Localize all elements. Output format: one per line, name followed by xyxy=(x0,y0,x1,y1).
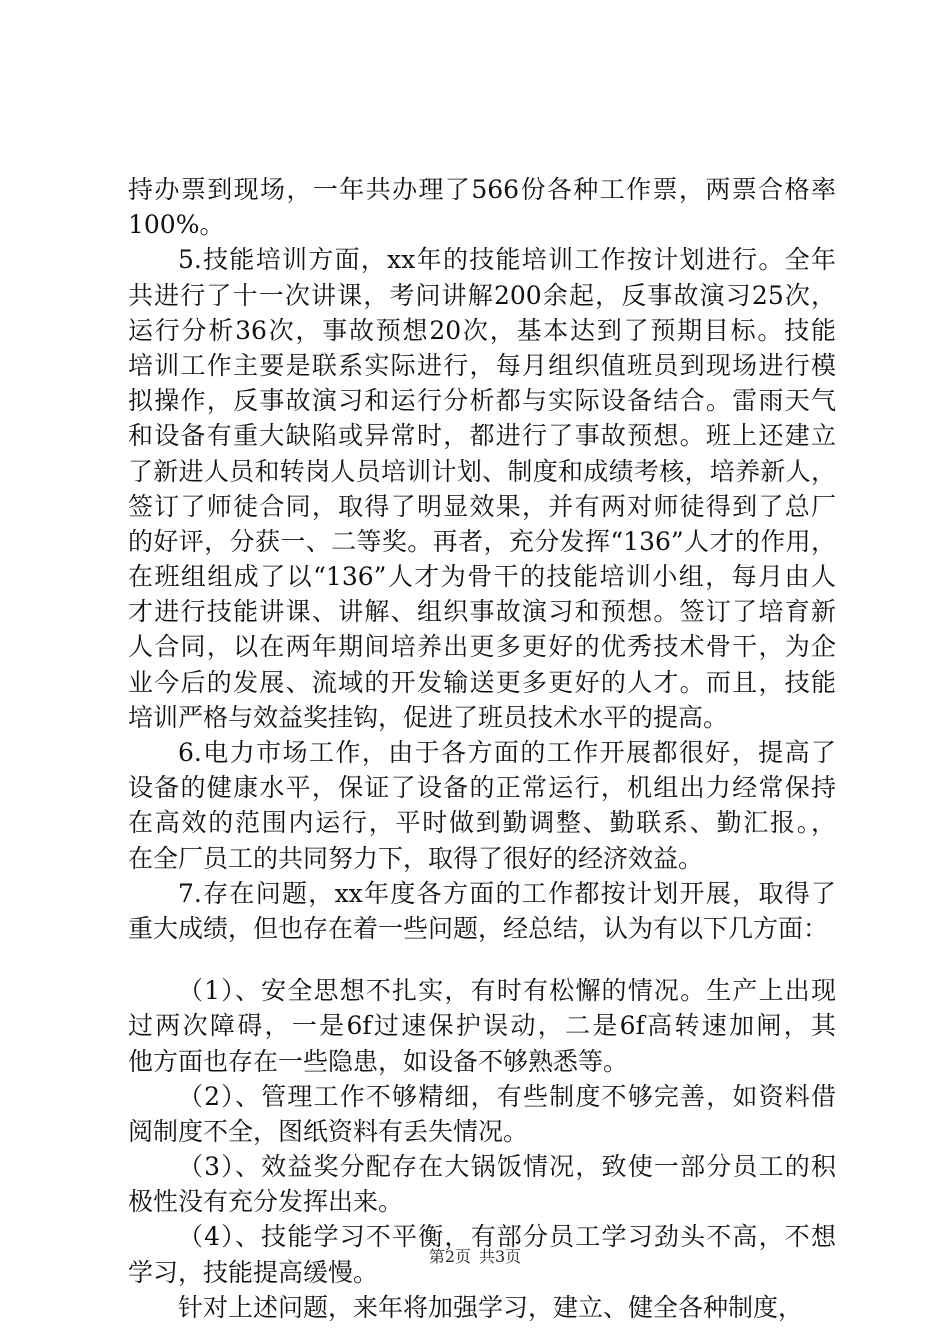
text-line: 业今后的发展、流域的开发输送更多更好的人才。而且，技能 xyxy=(128,667,836,697)
text-line: （3）、效益奖分配存在大锅饭情况，致使一部分员工的积 xyxy=(178,1152,836,1182)
text-line: 拟操作，反事故演习和运行分析都与实际设备结合。雷雨天气 xyxy=(128,386,836,416)
paragraph xyxy=(128,1290,836,1325)
text-line: 针对上述问题，来年将加强学习，建立、健全各种制度， xyxy=(178,1292,804,1322)
paragraph xyxy=(128,242,836,735)
text-line: 了新进人员和转岗人员培训计划、制度和成绩考核，培养新人， xyxy=(128,456,836,486)
text-line: 6.电力市场工作，由于各方面的工作开展都很好，提高了 xyxy=(178,738,836,767)
text-line: （4）、技能学习不平衡，有部分员工学习劲头不高，不想 xyxy=(178,1222,836,1252)
text-line: 签订了师徒合同，取得了明显效果，并有两对师徒得到了总厂 xyxy=(128,491,836,521)
text-line: （1）、安全思想不扎实，有时有松懈的情况。生产上出现 xyxy=(178,976,836,1006)
text-line: 培训工作主要是联系实际进行，每月组织值班员到现场进行模 xyxy=(128,350,836,380)
text-line: 阅制度不全，图纸资料有丢失情况。 xyxy=(128,1116,529,1146)
text-line: 和设备有重大缺陷或异常时，都进行了事故预想。班上还建立 xyxy=(128,421,836,451)
text-line: 共进行了十一次讲课，考问讲解200余起，反事故演习25次， xyxy=(128,280,836,310)
paragraph xyxy=(128,172,836,242)
paragraph xyxy=(128,735,836,876)
text-line: 5.技能培训方面，xx年的技能培训工作按计划进行。全年 xyxy=(178,245,836,275)
text-line: 培训严格与效益奖挂钩，促进了班员技术水平的提高。 xyxy=(128,702,729,732)
text-line: 设备的健康水平，保证了设备的正常运行，机组出力经常保持 xyxy=(128,773,836,803)
text-line: 在全厂员工的共同努力下，取得了很好的经济效益。 xyxy=(128,843,704,873)
page-total: 共3页 xyxy=(479,1247,522,1266)
text-line: 7.存在问题，xx年度各方面的工作都按计划开展，取得了 xyxy=(178,878,836,908)
text-line: 才进行技能讲课、讲解、组织事故演习和预想。签订了培育新 xyxy=(128,597,836,627)
paragraph xyxy=(128,1149,836,1219)
text-line: 运行分析36次，事故预想20次，基本达到了预期目标。技能 xyxy=(128,315,836,345)
paragraph xyxy=(128,1079,836,1149)
document-body xyxy=(128,172,836,1325)
paragraph xyxy=(128,973,836,1079)
text-line: 100%。 xyxy=(128,210,225,240)
text-line: 人合同，以在两年期间培养出更多更好的优秀技术骨干，为企 xyxy=(128,632,836,662)
text-line: 学习，技能提高缓慢。 xyxy=(128,1257,379,1287)
text-line: 极性没有充分发挥出来。 xyxy=(128,1187,404,1217)
page-number: 第2页 xyxy=(428,1247,471,1266)
text-line: 持办票到现场，一年共办理了566份各种工作票，两票合格率 xyxy=(128,175,836,204)
text-line: 的好评，分获一、二等奖。再者，充分发挥“136”人才的作用， xyxy=(128,526,836,556)
text-line: 他方面也存在一些隐患，如设备不够熟悉等。 xyxy=(128,1046,629,1076)
page-footer xyxy=(0,1244,950,1267)
paragraph xyxy=(128,876,836,946)
text-line: 重大成绩，但也存在着一些问题，经总结，认为有以下几方面： xyxy=(128,913,829,943)
text-line: 过两次障碍，一是6f过速保护误动，二是6f高转速加闸，其 xyxy=(128,1011,836,1041)
text-line: 在高效的范围内运行，平时做到勤调整、勤联系、勤汇报。， xyxy=(128,808,836,838)
text-line: 在班组组成了以“136”人才为骨干的技能培训小组，每月由人 xyxy=(128,562,836,592)
paragraph-gap xyxy=(128,946,836,973)
text-line: （2）、管理工作不够精细，有些制度不够完善，如资料借 xyxy=(178,1081,836,1111)
